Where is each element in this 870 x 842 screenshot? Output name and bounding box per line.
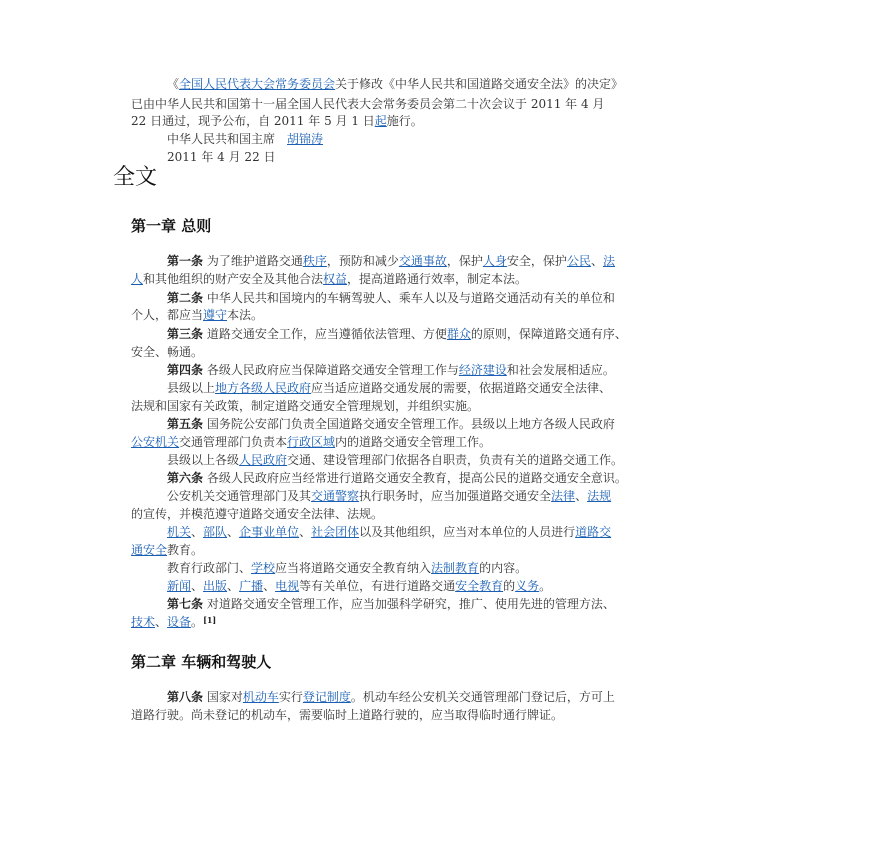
text: 的原则，保障道路交通有序、: [470, 327, 627, 341]
article-5-line-1: [167, 416, 615, 432]
text: 、: [299, 525, 312, 539]
article-6-line-5: [131, 542, 203, 558]
text: 的: [503, 579, 516, 593]
link-hu-jintao[interactable]: 胡锦涛: [287, 132, 324, 146]
text: 教育。: [167, 543, 204, 557]
article-7-line-2: [131, 614, 216, 630]
link-legal-education[interactable]: 法制教育: [431, 561, 480, 575]
text: 各级人民政府应当经常进行道路交通安全教育，提高公民的道路交通安全意识。: [203, 471, 627, 485]
link-people-government[interactable]: 人民政府: [239, 453, 288, 467]
link-technology[interactable]: 技术: [131, 615, 156, 629]
text: 各级人民政府应当保障道路交通安全管理工作与: [203, 363, 459, 377]
link-traffic-accident[interactable]: 交通事故: [398, 254, 447, 268]
link-television[interactable]: 电视: [275, 579, 300, 593]
article-6-line-4: [167, 524, 611, 540]
chapter-2-title: 第二章 车辆和驾驶人: [131, 653, 272, 671]
link-law[interactable]: 法律: [551, 489, 576, 503]
text: 应当适应道路交通发展的需要，依据道路交通安全法律、: [311, 381, 612, 395]
link-motor-vehicle[interactable]: 机动车: [242, 690, 279, 704]
text: ，提高道路通行效率，制定本法。: [347, 272, 528, 286]
text: 以及其他组织，应当对本单位的人员进行: [359, 525, 576, 539]
text: 和社会发展相适应。: [506, 363, 615, 377]
text: 施行。: [386, 114, 423, 128]
article-4-line-1: [167, 362, 615, 378]
text: 教育行政部门、: [167, 561, 252, 575]
link-publishing[interactable]: 出版: [203, 579, 228, 593]
article-label: 第八条: [167, 690, 204, 704]
article-2-line-1: [167, 290, 615, 306]
link-regulations[interactable]: 法规: [587, 489, 612, 503]
article-4-line-3: 法规和国家有关政策，制定道路交通安全管理规划，并组织实施。: [131, 399, 480, 413]
text: 内的道路交通安全管理工作。: [335, 435, 492, 449]
link-registration-system[interactable]: 登记制度: [302, 690, 351, 704]
text: 国务院公安部门负责全国道路交通安全管理工作。县级以上地方各级人民政府: [203, 417, 615, 431]
article-label: 第四条: [167, 363, 204, 377]
link-organs[interactable]: 机关: [167, 525, 192, 539]
article-label: 第六条: [167, 471, 204, 485]
link-order[interactable]: 秩序: [302, 254, 327, 268]
article-8-line-1: [167, 689, 615, 705]
text: 、: [590, 254, 603, 268]
link-broadcast[interactable]: 广播: [239, 579, 264, 593]
text: 公安机关交通管理部门及其: [167, 489, 312, 503]
article-3-line-2: 安全、畅通。: [131, 345, 204, 359]
text: 和其他组织的财产安全及其他合法: [143, 272, 324, 286]
text: 对道路交通安全管理工作，应当加强科学研究，推广、使用先进的管理方法、: [203, 597, 615, 611]
article-4-line-2: [167, 380, 611, 396]
text: 安全，保护: [506, 254, 567, 268]
text: 中华人民共和国境内的车辆驾驶人、乘车人以及与道路交通活动有关的单位和: [203, 291, 615, 305]
article-label: 第五条: [167, 417, 204, 431]
link-citizen[interactable]: 公民: [566, 254, 591, 268]
article-1-line-1: [167, 253, 615, 269]
link-person[interactable]: 人身: [482, 254, 507, 268]
link-safety-education[interactable]: 安全教育: [455, 579, 504, 593]
text: 为了维护道路交通: [203, 254, 303, 268]
link-social-groups[interactable]: 社会团体: [311, 525, 360, 539]
intro-line-4: [167, 131, 323, 147]
link-economic-construction[interactable]: 经济建设: [458, 363, 507, 377]
text: 、: [191, 579, 204, 593]
article-2-line-2: [131, 307, 263, 323]
article-6-line-6: [167, 560, 527, 576]
text: 个人，都应当: [131, 308, 204, 322]
link-road-traffic-2[interactable]: 通安全: [131, 543, 168, 557]
text: 。: [539, 579, 552, 593]
link-obligation[interactable]: 义务: [515, 579, 540, 593]
intro-date: 2011 年 4 月 22 日: [167, 150, 276, 164]
text: ，预防和减少: [326, 254, 399, 268]
article-6-line-7: [167, 578, 551, 594]
text: 等有关单位，有进行道路交通: [299, 579, 456, 593]
text: 国家对: [203, 690, 243, 704]
link-comply[interactable]: 遵守: [203, 308, 228, 322]
link-road-traffic-1[interactable]: 道路交: [575, 525, 612, 539]
text: 。机动车经公安机关交通管理部门登记后，方可上: [350, 690, 615, 704]
link-equipment[interactable]: 设备: [167, 615, 192, 629]
link-administrative-region[interactable]: 行政区域: [287, 435, 336, 449]
link-masses[interactable]: 群众: [446, 327, 471, 341]
text: 县级以上: [167, 381, 216, 395]
article-8-line-2: 道路行驶。尚未登记的机动车，需要临时上道路行驶的，应当取得临时通行牌证。: [131, 708, 564, 722]
article-label: 第三条: [167, 327, 204, 341]
text: ，保护: [446, 254, 483, 268]
text: 、: [575, 489, 588, 503]
text: 。: [191, 615, 204, 629]
link-news[interactable]: 新闻: [167, 579, 192, 593]
article-7-line-1: [167, 596, 615, 612]
article-5-line-3: [167, 452, 623, 468]
intro-line-2: 已由中华人民共和国第十一届全国人民代表大会常务委员会第二十次会议于 2011 年 4 月: [131, 97, 605, 111]
text: 、: [227, 579, 240, 593]
article-6-line-2: [167, 488, 611, 504]
link-legal-person-2[interactable]: 人: [131, 272, 144, 286]
text: 本法。: [227, 308, 264, 322]
text: 交通管理部门负责本: [179, 435, 288, 449]
text: 实行: [278, 690, 303, 704]
article-5-line-2: [131, 434, 491, 450]
text: 的内容。: [479, 561, 528, 575]
text: 中华人民共和国主席: [167, 132, 288, 146]
text: 22 日通过，现予公布，自 2011 年 5 月 1 日: [131, 114, 375, 128]
text: 关于修改《中华人民共和国道路交通安全法》的决定》: [335, 77, 624, 91]
intro-line-1: [167, 76, 623, 92]
link-local-governments[interactable]: 地方各级人民政府: [215, 381, 312, 395]
text: 道路交通安全工作，应当遵循依法管理、方便: [203, 327, 447, 341]
link-army[interactable]: 部队: [203, 525, 228, 539]
chapter-1-title: 第一章 总则: [131, 217, 212, 235]
link-public-security[interactable]: 公安机关: [131, 435, 180, 449]
link-rights[interactable]: 权益: [323, 272, 348, 286]
footnote-ref[interactable]: [1]: [203, 615, 217, 625]
link-school[interactable]: 学校: [251, 561, 276, 575]
article-label: 第一条: [167, 254, 204, 268]
text: 应当将道路交通安全教育纳入: [275, 561, 432, 575]
article-1-line-2: [131, 271, 527, 287]
link-enterprises[interactable]: 企事业单位: [239, 525, 300, 539]
text: 、: [263, 579, 276, 593]
link-legal-person-1[interactable]: 法: [602, 254, 615, 268]
text: 执行职务时，应当加强道路交通安全: [359, 489, 552, 503]
text: 、: [191, 525, 204, 539]
article-label: 第七条: [167, 597, 204, 611]
article-3-line-1: [167, 326, 627, 342]
article-6-line-1: [167, 470, 627, 486]
text: 交通、建设管理部门依据各自职责，负责有关的道路交通工作。: [287, 453, 624, 467]
article-label: 第二条: [167, 291, 204, 305]
text: 县级以上各级: [167, 453, 240, 467]
link-npc-standing-committee[interactable]: 全国人民代表大会常务委员会: [179, 77, 336, 91]
article-6-line-3: 的宣传，并模范遵守道路交通安全法律、法规。: [131, 507, 384, 521]
text: 《: [167, 77, 180, 91]
text: 、: [155, 615, 168, 629]
heading-full-text: 全文: [113, 165, 158, 190]
link-traffic-police[interactable]: 交通警察: [311, 489, 360, 503]
text: 、: [227, 525, 240, 539]
intro-line-3: [131, 113, 423, 129]
link-qi[interactable]: 起: [374, 114, 387, 128]
